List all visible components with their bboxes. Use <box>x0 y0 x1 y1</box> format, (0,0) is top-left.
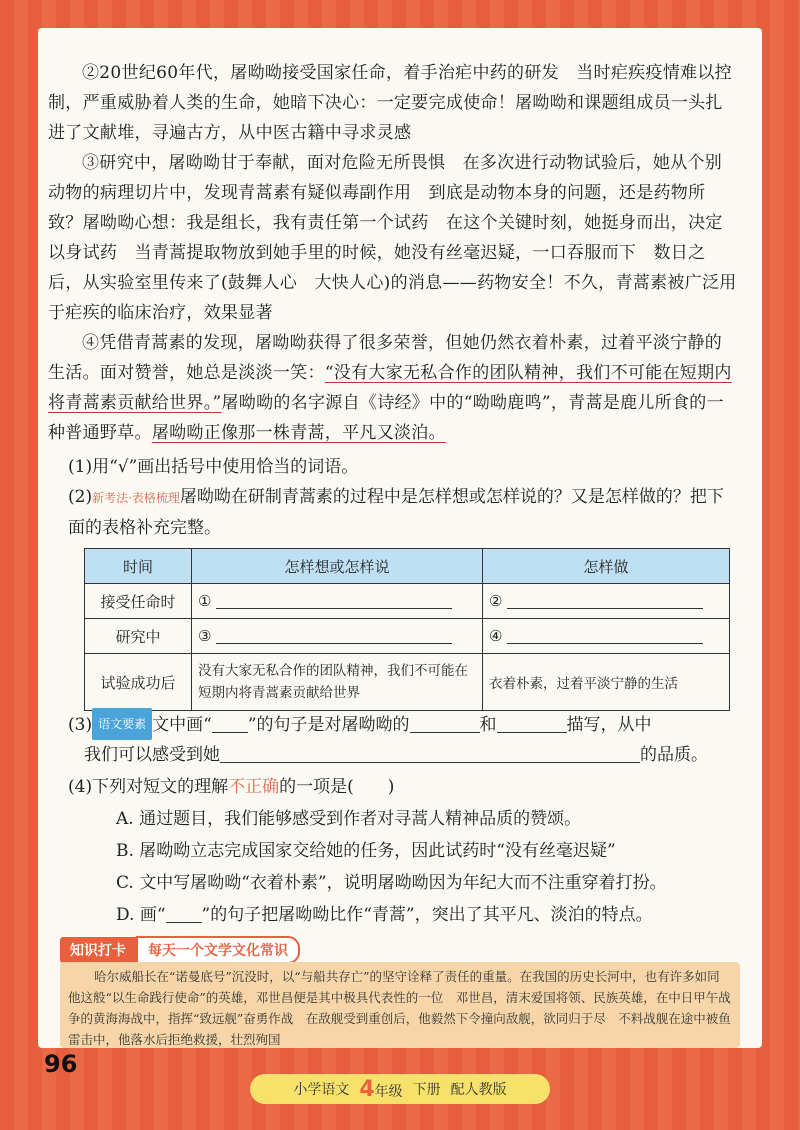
knowledge-text: 哈尔威船长在“诺曼底号”沉没时，以“与船共存亡”的坚守诠释了责任的重量。在我国的历史长河中，也有许多如同他这般“以生命践行使命”的英雄，邓世昌便是其中极具代表性的一位 邓世昌，清末爱国将领、民族英雄，在中日甲午战争的黄海海战中，指挥“致远舰”奋勇作战 在敌舰受到重创后，他毅然下令撞向敌舰，欲同归于尽 不料战舰在途中被鱼雷击中，他落水后拒绝救援，壮烈殉国 <box>60 962 740 1048</box>
option-a[interactable]: A. 通过题目，我们能够感受到作者对寻蒿人精神品质的赞颂。 <box>116 809 582 829</box>
question-2: (2)新考法·表格梳理屠呦呦在研制青蒿素的过程中是怎样想或怎样说的？又是怎样做的？把下面的表格补充完整。 <box>68 487 724 538</box>
blank-quality[interactable] <box>220 744 640 763</box>
question-3-line-1: (3) 语文要素 文中画“ ”的句子是对屠呦呦的 和 描写，从中 <box>68 708 738 740</box>
footer-subject: 小学语文 <box>293 1082 350 1098</box>
answer-blank-4[interactable]: ④ <box>483 619 730 654</box>
underlined-sentence: 屠呦呦正像那一株青蒿，平凡又淡泊。 <box>151 423 446 443</box>
question-4: (4)下列对短文的理解不正确的一项是( ) <box>68 777 395 797</box>
option-b[interactable]: B. 屠呦呦立志完成国家交给她的任务，因此试药时“没有丝毫迟疑” <box>116 841 616 861</box>
new-method-tag: 新考法·表格梳理 <box>92 491 180 505</box>
footer-volume: 下册 <box>412 1082 441 1098</box>
table-header-do: 怎样做 <box>483 549 730 584</box>
table-header-time: 时间 <box>85 549 192 584</box>
footer-edition: 配人教版 <box>450 1082 507 1098</box>
question-1: (1)用“√”画出括号中使用恰当的词语。 <box>68 457 359 477</box>
answer-blank-2[interactable]: ② <box>483 584 730 619</box>
underlined-quote: “没有大家无私合作的团队精神，我们不可能在短期内将青蒿素贡献给世界。” <box>48 363 732 413</box>
answer-table <box>84 548 730 711</box>
passage-paragraph-3: ③研究中，屠呦呦甘于奉献，面对危险无所畏惧 在多次进行动物试验后，她从个别动物的病理切片中，发现青蒿素有疑似毒副作用 到底是动物本身的问题，还是药物所致？屠呦呦心想：我是组长，我有责任第一个试药 在这个关键时刻，她挺身而出，决定以身试药 当青蒿提取物放到她手里的时候，她没有丝毫迟疑，一口吞服而下 数日之后，从实验室里传来了(鼓舞人心 大快人心)的消息——药物安全！不久，青蒿素被广泛用于疟疾的临床治疗，效果显著 <box>48 153 737 323</box>
table-row: 接受任命时 ① ② <box>85 584 730 619</box>
question-3-line-2: 我们可以感受到她 的品质。 <box>84 745 708 765</box>
footer-grade-number: 4 <box>359 1076 375 1102</box>
passage-paragraph-2: ②20世纪60年代，屠呦呦接受国家任命，着手治疟中药的研发 当时疟疾疫情难以控制，严重威胁着人类的生命，她暗下决心：一定要完成使命！屠呦呦和课题组成员一头扎进了文献堆，寻遍古方，从中医古籍中寻求灵感 <box>48 63 732 143</box>
knowledge-tab-label: 知识打卡 <box>60 937 136 963</box>
table-header-say: 怎样想或怎样说 <box>192 549 483 584</box>
blank-description-2[interactable] <box>497 714 567 733</box>
table-row: 研究中 ③ ④ <box>85 619 730 654</box>
page-number: 96 <box>44 1050 78 1078</box>
language-element-tag: 语文要素 <box>92 708 152 740</box>
answer-blank-3[interactable]: ③ <box>192 619 483 654</box>
blank-underline-type[interactable] <box>212 714 248 733</box>
option-c[interactable]: C. 文中写屠呦呦“衣着朴素”，说明屠呦呦因为年纪大而不注重穿着打扮。 <box>116 873 667 893</box>
knowledge-tab-subtitle: 每天一个文学文化常识 <box>136 936 300 964</box>
knowledge-tab <box>60 937 300 963</box>
blank-description-1[interactable] <box>410 714 480 733</box>
option-d[interactable]: D. 画“ ”的句子把屠呦呦比作“青蒿”，突出了其平凡、淡泊的特点。 <box>116 905 653 925</box>
table-row: 试验成功后 没有大家无私合作的团队精神，我们不可能在短期内将青蒿素贡献给世界 衣着朴素，过着平淡宁静的生活 <box>85 654 730 711</box>
passage-paragraph-4: ④凭借青蒿素的发现，屠呦呦获得了很多荣誉，但她仍然衣着朴素，过着平淡宁静的生活。面对赞誉，她总是淡淡一笑：“没有大家无私合作的团队精神，我们不可能在短期内将青蒿素贡献给世界。”屠呦呦的名字源自《诗经》中的“呦呦鹿鸣”，青蒿是鹿儿所食的一种普通野草。屠呦呦正像那一株青蒿，平凡又淡泊。 <box>48 333 732 443</box>
footer-badge: 小学语文 4年级 下册 配人教版 <box>250 1074 550 1104</box>
answer-blank-1[interactable]: ① <box>192 584 483 619</box>
